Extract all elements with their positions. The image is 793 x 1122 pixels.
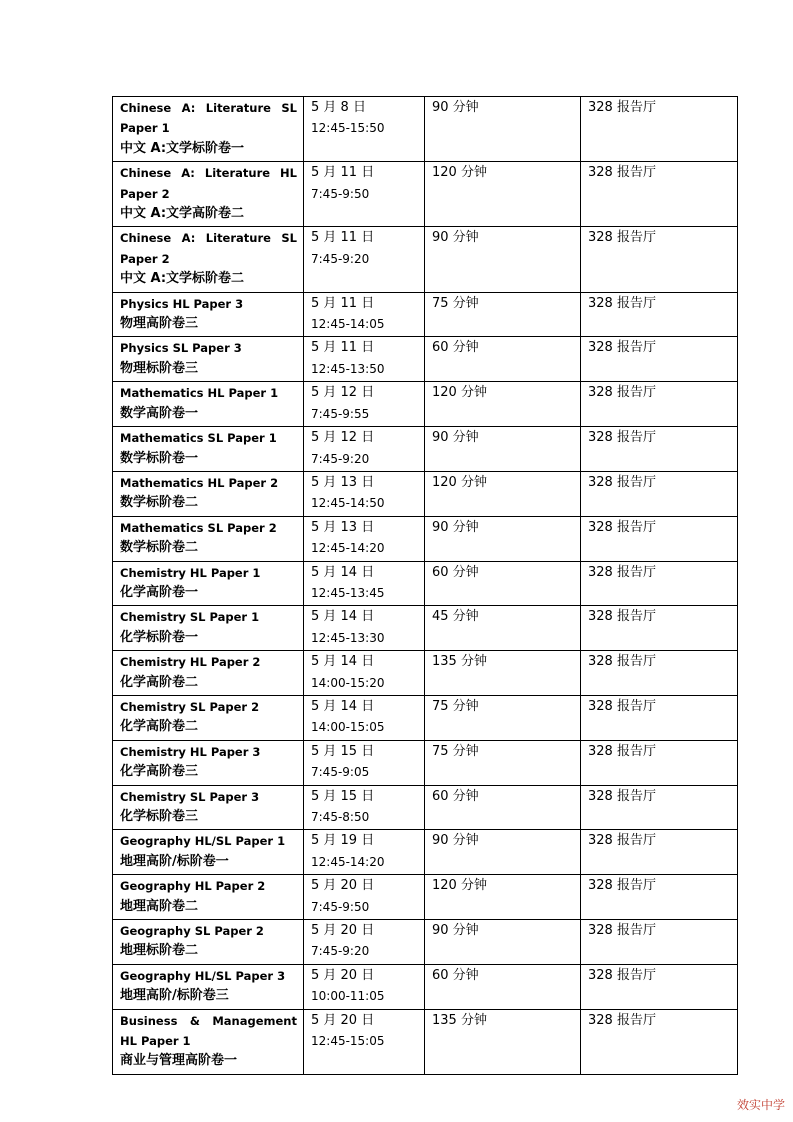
exam-room: 328 报告厅 xyxy=(588,878,656,894)
table-row xyxy=(113,1009,738,1074)
exam-time: 7:45-9:50 xyxy=(311,899,370,914)
exam-duration-cell xyxy=(425,740,581,785)
table-row xyxy=(113,471,738,516)
subject-chinese: 数学标阶卷二 xyxy=(120,540,199,556)
subject-chinese: 中文 A:文学标阶卷二 xyxy=(120,271,245,287)
exam-date: 5 月 13 日 xyxy=(311,474,375,490)
exam-duration: 120 分钟 xyxy=(432,385,487,401)
exam-duration-cell xyxy=(425,964,581,1009)
exam-time: 7:45-9:20 xyxy=(311,451,370,466)
exam-datetime-cell xyxy=(304,292,425,337)
exam-duration-cell xyxy=(425,561,581,606)
exam-time: 14:00-15:20 xyxy=(311,675,385,690)
exam-date: 5 月 11 日 xyxy=(311,165,375,181)
exam-room: 328 报告厅 xyxy=(588,833,656,849)
exam-duration-cell xyxy=(425,227,581,292)
exam-date: 5 月 12 日 xyxy=(311,385,375,401)
subject-english: Business & Management HL Paper 1 xyxy=(120,1013,297,1049)
exam-duration: 135 分钟 xyxy=(432,654,487,670)
exam-duration-cell xyxy=(425,830,581,875)
exam-room-cell xyxy=(581,695,738,740)
subject-english: Chemistry HL Paper 3 xyxy=(120,744,261,759)
school-watermark: 效实中学 xyxy=(736,1098,785,1112)
exam-subject-cell xyxy=(113,964,304,1009)
exam-date: 5 月 11 日 xyxy=(311,340,375,356)
exam-datetime-cell xyxy=(304,337,425,382)
exam-time: 7:45-9:20 xyxy=(311,944,370,959)
exam-duration: 120 分钟 xyxy=(432,165,487,181)
exam-subject-cell xyxy=(113,606,304,651)
exam-duration-cell xyxy=(425,162,581,227)
exam-date: 5 月 14 日 xyxy=(311,698,375,714)
exam-duration-cell xyxy=(425,1009,581,1074)
exam-time: 12:45-13:50 xyxy=(311,361,385,376)
exam-duration-cell xyxy=(425,695,581,740)
exam-duration-cell xyxy=(425,651,581,696)
exam-datetime-cell xyxy=(304,561,425,606)
exam-date: 5 月 20 日 xyxy=(311,967,375,983)
exam-room-cell xyxy=(581,785,738,830)
exam-duration-cell xyxy=(425,292,581,337)
subject-english: Chinese A: Literature SL Paper 2 xyxy=(120,231,297,266)
subject-chinese: 地理高阶/标阶卷一 xyxy=(120,853,229,869)
table-row xyxy=(113,292,738,337)
exam-room-cell xyxy=(581,964,738,1009)
subject-chinese: 化学高阶卷二 xyxy=(120,719,199,735)
exam-room-cell xyxy=(581,227,738,292)
subject-english: Geography HL/SL Paper 1 xyxy=(120,834,286,849)
subject-chinese: 地理标阶卷二 xyxy=(120,943,199,959)
subject-english: Geography SL Paper 2 xyxy=(120,924,264,939)
exam-room: 328 报告厅 xyxy=(588,385,656,401)
exam-room-cell xyxy=(581,427,738,472)
exam-time: 12:45-14:20 xyxy=(311,854,385,869)
exam-time: 7:45-9:20 xyxy=(311,251,370,266)
subject-chinese: 化学标阶卷三 xyxy=(120,809,199,824)
exam-subject-cell xyxy=(113,382,304,427)
subject-english: Chinese A: Literature HL Paper 2 xyxy=(120,166,297,201)
exam-datetime-cell xyxy=(304,920,425,965)
exam-datetime-cell xyxy=(304,162,425,227)
exam-date: 5 月 14 日 xyxy=(311,654,375,670)
exam-datetime-cell xyxy=(304,830,425,875)
subject-english: Chemistry HL Paper 1 xyxy=(120,565,261,580)
exam-duration-cell xyxy=(425,875,581,920)
exam-subject-cell xyxy=(113,561,304,606)
exam-room: 328 报告厅 xyxy=(588,923,656,939)
exam-date: 5 月 11 日 xyxy=(311,230,375,246)
exam-duration: 120 分钟 xyxy=(432,474,487,490)
exam-duration: 90 分钟 xyxy=(432,230,479,246)
subject-chinese: 地理高阶/标阶卷三 xyxy=(120,988,229,1004)
exam-duration: 75 分钟 xyxy=(432,295,479,311)
exam-date: 5 月 8 日 xyxy=(311,100,366,115)
exam-duration: 60 分钟 xyxy=(432,967,479,983)
exam-duration: 60 分钟 xyxy=(432,788,479,804)
exam-room: 328 报告厅 xyxy=(588,519,656,535)
exam-duration: 60 分钟 xyxy=(432,564,479,580)
exam-datetime-cell xyxy=(304,964,425,1009)
exam-duration-cell xyxy=(425,97,581,162)
subject-chinese: 商业与管理高阶卷一 xyxy=(120,1053,238,1069)
exam-subject-cell xyxy=(113,427,304,472)
exam-subject-cell xyxy=(113,651,304,696)
exam-date: 5 月 14 日 xyxy=(311,564,375,580)
exam-time: 7:45-8:50 xyxy=(311,810,370,824)
exam-datetime-cell xyxy=(304,516,425,561)
exam-datetime-cell xyxy=(304,227,425,292)
exam-time: 12:45-14:50 xyxy=(311,496,385,511)
table-row xyxy=(113,964,738,1009)
exam-room: 328 报告厅 xyxy=(588,609,656,625)
subject-english: Chemistry SL Paper 2 xyxy=(120,699,260,714)
exam-date: 5 月 20 日 xyxy=(311,878,375,894)
table-row xyxy=(113,516,738,561)
exam-room-cell xyxy=(581,651,738,696)
exam-time: 12:45-13:30 xyxy=(311,630,385,645)
exam-subject-cell xyxy=(113,516,304,561)
exam-time: 12:45-13:45 xyxy=(311,585,385,600)
exam-room-cell xyxy=(581,382,738,427)
exam-room-cell xyxy=(581,606,738,651)
exam-room: 328 报告厅 xyxy=(588,165,656,181)
exam-datetime-cell xyxy=(304,606,425,651)
exam-room-cell xyxy=(581,875,738,920)
exam-room-cell xyxy=(581,97,738,162)
table-row xyxy=(113,651,738,696)
subject-chinese: 物理标阶卷三 xyxy=(120,360,199,376)
subject-english: Mathematics SL Paper 1 xyxy=(120,431,277,446)
exam-date: 5 月 15 日 xyxy=(311,743,375,759)
exam-time: 12:45-15:05 xyxy=(311,1034,385,1049)
exam-duration: 90 分钟 xyxy=(432,923,479,939)
table-row xyxy=(113,740,738,785)
exam-room-cell xyxy=(581,292,738,337)
exam-subject-cell xyxy=(113,875,304,920)
exam-room: 328 报告厅 xyxy=(588,1012,656,1028)
exam-room: 328 报告厅 xyxy=(588,430,656,446)
exam-time: 12:45-15:50 xyxy=(311,121,385,136)
exam-duration: 75 分钟 xyxy=(432,743,479,759)
exam-date: 5 月 11 日 xyxy=(311,295,375,311)
subject-chinese: 数学高阶卷一 xyxy=(120,405,199,421)
exam-date: 5 月 20 日 xyxy=(311,1012,375,1028)
subject-english: Mathematics HL Paper 1 xyxy=(120,386,279,401)
subject-chinese: 数学标阶卷二 xyxy=(120,495,199,511)
exam-room: 328 报告厅 xyxy=(588,474,656,490)
exam-datetime-cell xyxy=(304,651,425,696)
exam-room-cell xyxy=(581,471,738,516)
subject-english: Chemistry HL Paper 2 xyxy=(120,655,261,670)
exam-duration: 135 分钟 xyxy=(432,1012,487,1028)
table-row xyxy=(113,382,738,427)
table-row xyxy=(113,695,738,740)
subject-english: Chemistry SL Paper 3 xyxy=(120,789,260,804)
exam-time: 7:45-9:50 xyxy=(311,186,370,201)
exam-date: 5 月 12 日 xyxy=(311,430,375,446)
subject-chinese: 化学高阶卷二 xyxy=(120,674,199,690)
exam-date: 5 月 20 日 xyxy=(311,923,375,939)
exam-room: 328 报告厅 xyxy=(588,788,656,804)
exam-room: 328 报告厅 xyxy=(588,967,656,983)
exam-datetime-cell xyxy=(304,427,425,472)
subject-english: Physics HL Paper 3 xyxy=(120,296,244,311)
exam-room: 328 报告厅 xyxy=(588,100,656,115)
exam-duration: 75 分钟 xyxy=(432,698,479,714)
table-row xyxy=(113,920,738,965)
subject-english: Geography HL/SL Paper 3 xyxy=(120,968,286,983)
exam-duration-cell xyxy=(425,471,581,516)
subject-chinese: 化学标阶卷一 xyxy=(120,629,199,645)
exam-duration-cell xyxy=(425,920,581,965)
exam-schedule-body xyxy=(113,97,738,1075)
exam-datetime-cell xyxy=(304,875,425,920)
table-row xyxy=(113,97,738,162)
exam-duration: 90 分钟 xyxy=(432,519,479,535)
exam-subject-cell xyxy=(113,695,304,740)
exam-duration-cell xyxy=(425,382,581,427)
exam-room: 328 报告厅 xyxy=(588,743,656,759)
exam-room: 328 报告厅 xyxy=(588,654,656,670)
exam-subject-cell xyxy=(113,920,304,965)
exam-time: 12:45-14:20 xyxy=(311,541,385,556)
exam-time: 7:45-9:05 xyxy=(311,765,370,780)
subject-english: Mathematics SL Paper 2 xyxy=(120,520,277,535)
subject-chinese: 化学高阶卷三 xyxy=(120,764,199,780)
exam-time: 14:00-15:05 xyxy=(311,720,385,735)
table-row xyxy=(113,875,738,920)
subject-english: Physics SL Paper 3 xyxy=(120,341,242,356)
exam-duration-cell xyxy=(425,785,581,830)
subject-chinese: 数学标阶卷一 xyxy=(120,450,199,466)
exam-datetime-cell xyxy=(304,1009,425,1074)
exam-date: 5 月 13 日 xyxy=(311,519,375,535)
table-row xyxy=(113,830,738,875)
exam-room-cell xyxy=(581,516,738,561)
exam-room-cell xyxy=(581,920,738,965)
exam-room: 328 报告厅 xyxy=(588,295,656,311)
table-row xyxy=(113,785,738,830)
exam-room-cell xyxy=(581,337,738,382)
subject-chinese: 化学高阶卷一 xyxy=(120,584,199,600)
exam-subject-cell xyxy=(113,740,304,785)
exam-datetime-cell xyxy=(304,695,425,740)
exam-subject-cell xyxy=(113,337,304,382)
exam-room: 328 报告厅 xyxy=(588,698,656,714)
exam-duration-cell xyxy=(425,516,581,561)
subject-chinese: 地理高阶卷二 xyxy=(120,898,199,914)
subject-chinese: 中文 A:文学高阶卷二 xyxy=(120,206,245,222)
exam-room-cell xyxy=(581,561,738,606)
exam-subject-cell xyxy=(113,785,304,830)
exam-datetime-cell xyxy=(304,97,425,162)
exam-time: 7:45-9:55 xyxy=(311,406,370,421)
exam-room-cell xyxy=(581,162,738,227)
table-row xyxy=(113,227,738,292)
exam-subject-cell xyxy=(113,1009,304,1074)
exam-duration-cell xyxy=(425,606,581,651)
subject-chinese: 物理高阶卷三 xyxy=(120,316,199,332)
table-row xyxy=(113,337,738,382)
exam-duration: 60 分钟 xyxy=(432,340,479,356)
exam-duration-cell xyxy=(425,427,581,472)
exam-subject-cell xyxy=(113,97,304,162)
exam-duration: 120 分钟 xyxy=(432,878,487,894)
exam-date: 5 月 19 日 xyxy=(311,833,375,849)
exam-schedule-table xyxy=(112,96,738,1075)
exam-subject-cell xyxy=(113,830,304,875)
exam-date: 5 月 15 日 xyxy=(311,788,375,804)
subject-chinese: 中文 A:文学标阶卷一 xyxy=(120,140,245,156)
exam-datetime-cell xyxy=(304,471,425,516)
exam-duration: 90 分钟 xyxy=(432,833,479,849)
exam-datetime-cell xyxy=(304,740,425,785)
table-row xyxy=(113,427,738,472)
exam-datetime-cell xyxy=(304,382,425,427)
exam-time: 10:00-11:05 xyxy=(311,989,385,1004)
exam-datetime-cell xyxy=(304,785,425,830)
exam-subject-cell xyxy=(113,471,304,516)
table-row xyxy=(113,561,738,606)
exam-room: 328 报告厅 xyxy=(588,340,656,356)
subject-english: Chinese A: Literature SL Paper 1 xyxy=(120,101,297,136)
exam-room-cell xyxy=(581,830,738,875)
exam-room: 328 报告厅 xyxy=(588,564,656,580)
exam-room-cell xyxy=(581,1009,738,1074)
exam-duration-cell xyxy=(425,337,581,382)
exam-date: 5 月 14 日 xyxy=(311,609,375,625)
subject-english: Chemistry SL Paper 1 xyxy=(120,610,260,625)
exam-subject-cell xyxy=(113,162,304,227)
exam-duration: 90 分钟 xyxy=(432,430,479,446)
exam-time: 12:45-14:05 xyxy=(311,317,385,332)
exam-room: 328 报告厅 xyxy=(588,230,656,246)
exam-duration: 90 分钟 xyxy=(432,100,479,115)
subject-english: Mathematics HL Paper 2 xyxy=(120,475,279,490)
exam-subject-cell xyxy=(113,227,304,292)
exam-subject-cell xyxy=(113,292,304,337)
table-row xyxy=(113,606,738,651)
subject-english: Geography HL Paper 2 xyxy=(120,879,266,894)
exam-duration: 45 分钟 xyxy=(432,609,479,625)
exam-room-cell xyxy=(581,740,738,785)
table-row xyxy=(113,162,738,227)
